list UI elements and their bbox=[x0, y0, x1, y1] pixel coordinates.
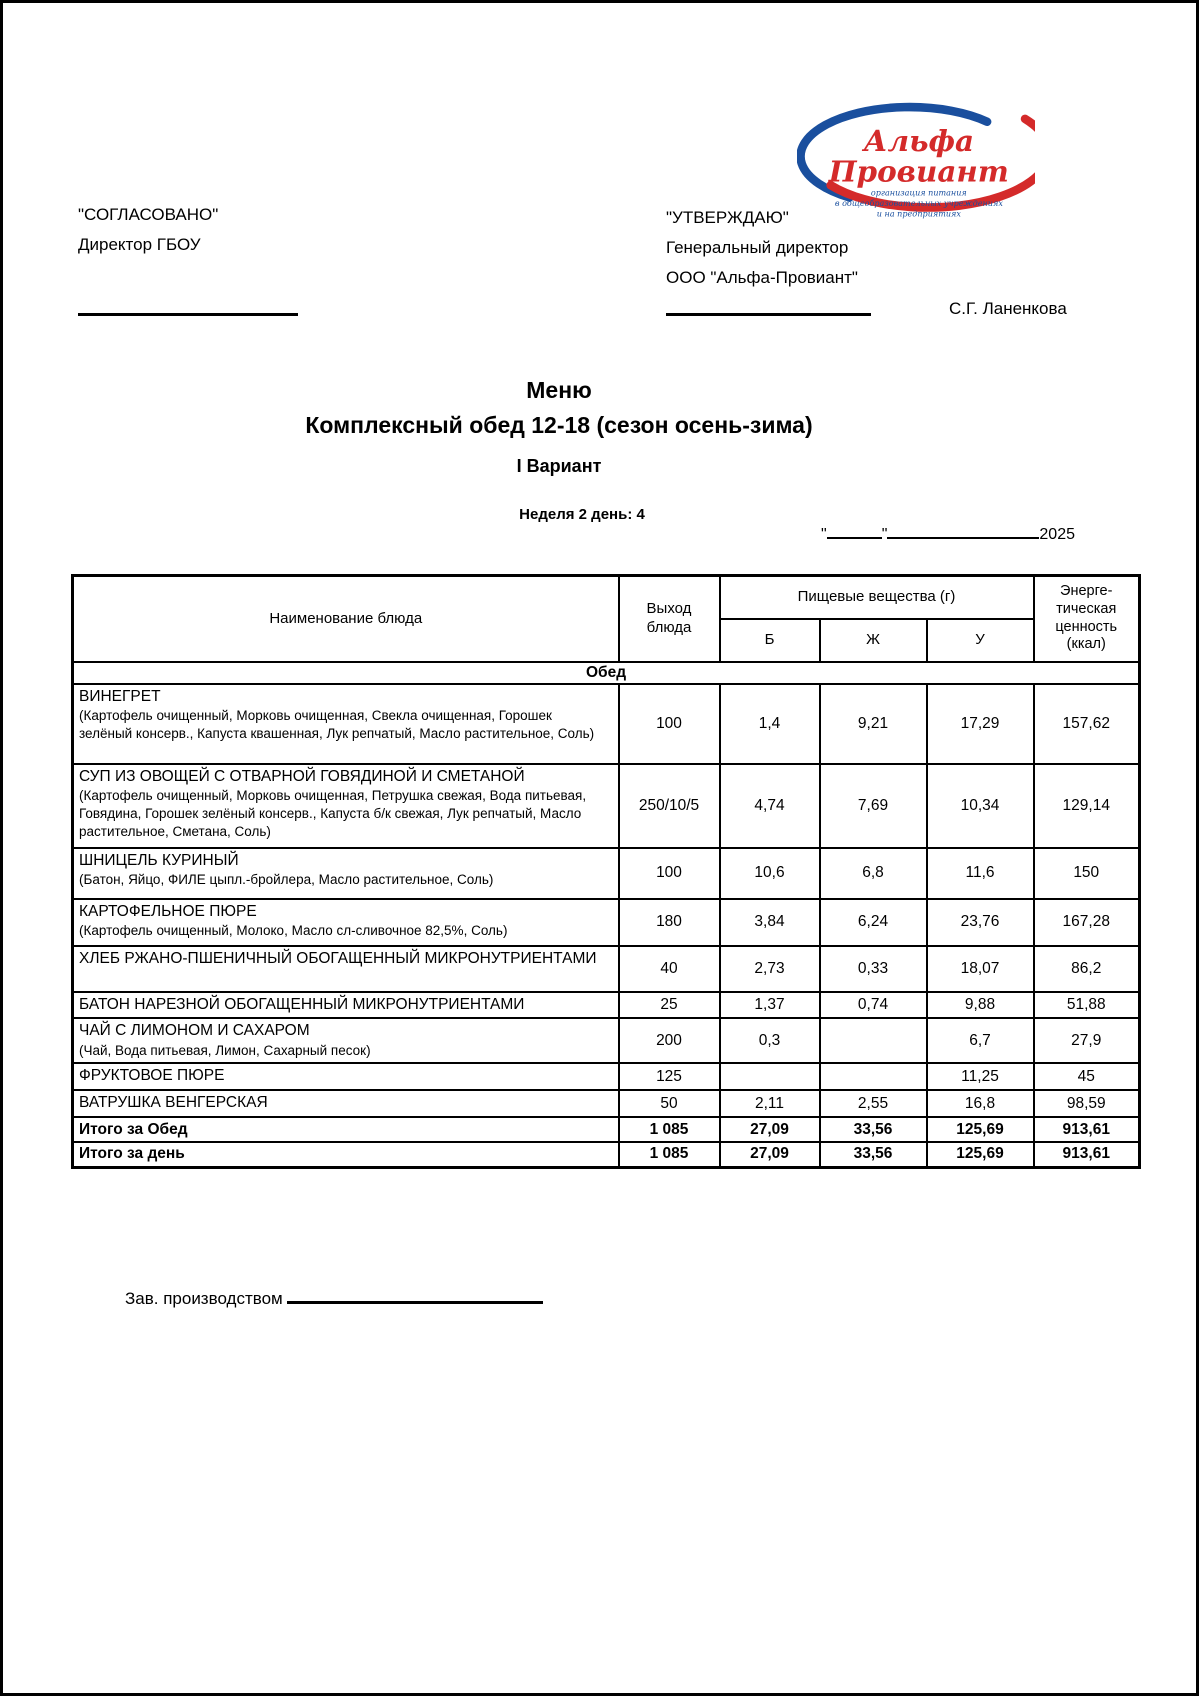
approved-label: "УТВЕРЖДАЮ" bbox=[666, 208, 789, 227]
total-row bbox=[73, 1117, 1140, 1142]
logo-ellipse-icon bbox=[797, 98, 1035, 226]
variant-label: I Вариант bbox=[516, 456, 602, 476]
company-name-label: ООО "Альфа-Провиант" bbox=[666, 268, 858, 287]
protein-value: 4,74 bbox=[720, 764, 820, 848]
carbs-value: 11,25 bbox=[927, 1063, 1034, 1090]
col-header-dish: Наименование блюда bbox=[73, 576, 619, 662]
energy-value: 129,14 bbox=[1034, 764, 1140, 848]
total-fat: 33,56 bbox=[820, 1142, 927, 1167]
energy-value: 167,28 bbox=[1034, 899, 1140, 946]
col-header-protein: Б bbox=[720, 619, 820, 662]
dish-name: ЧАЙ С ЛИМОНОМ И САХАРОМ bbox=[79, 1022, 310, 1040]
table-row bbox=[73, 992, 1140, 1019]
table-row bbox=[73, 1090, 1140, 1117]
fat-value bbox=[820, 1063, 927, 1090]
carbs-value: 11,6 bbox=[927, 848, 1034, 899]
week-day-label: Неделя 2 день: 4 bbox=[519, 506, 645, 523]
fat-value: 6,8 bbox=[820, 848, 927, 899]
signer-name: С.Г. Ланенкова bbox=[949, 299, 1067, 318]
total-carbs: 125,69 bbox=[927, 1142, 1034, 1167]
output-value: 50 bbox=[619, 1090, 720, 1117]
dish-ingredients: (Картофель очищенный, Молоко, Масло сл-сливочное 82,5%, Соль) bbox=[79, 923, 508, 939]
signature-line-left bbox=[78, 313, 298, 316]
energy-value: 98,59 bbox=[1034, 1090, 1140, 1117]
output-value: 25 bbox=[619, 992, 720, 1019]
signature-line-right bbox=[666, 313, 871, 316]
fat-value: 0,33 bbox=[820, 946, 927, 992]
dish-cell bbox=[73, 764, 619, 848]
energy-value: 51,88 bbox=[1034, 992, 1140, 1019]
carbs-value: 17,29 bbox=[927, 684, 1034, 764]
energy-value: 86,2 bbox=[1034, 946, 1140, 992]
dish-name: ВИНЕГРЕТ bbox=[79, 687, 161, 705]
protein-value: 3,84 bbox=[720, 899, 820, 946]
carbs-value: 23,76 bbox=[927, 899, 1034, 946]
table-row bbox=[73, 764, 1140, 848]
energy-value: 27,9 bbox=[1034, 1018, 1140, 1063]
alfa-proviant-logo bbox=[797, 98, 1035, 226]
protein-value bbox=[720, 1063, 820, 1090]
table-row bbox=[73, 1063, 1140, 1090]
output-value: 180 bbox=[619, 899, 720, 946]
fat-value: 7,69 bbox=[820, 764, 927, 848]
production-manager-label: Зав. производством bbox=[125, 1289, 283, 1308]
dish-cell bbox=[73, 1063, 619, 1090]
svg-text:в общеобразовательных учрежден: в общеобразовательных учреждениях bbox=[834, 199, 1003, 209]
doc-subtitle: Комплексный обед 12-18 (сезон осень-зима) bbox=[305, 412, 813, 438]
dish-cell bbox=[73, 946, 619, 992]
fat-value bbox=[820, 1018, 927, 1063]
dish-name: КАРТОФЕЛЬНОЕ ПЮРЕ bbox=[79, 902, 257, 920]
date-month-blank bbox=[887, 524, 1039, 539]
menu-table-body bbox=[73, 662, 1140, 1168]
production-manager-blank bbox=[287, 1287, 543, 1304]
dish-ingredients: (Батон, Яйцо, ФИЛЕ цыпл.-бройлера, Масло растительное, Соль) bbox=[79, 872, 494, 888]
carbs-value: 6,7 bbox=[927, 1018, 1034, 1063]
total-label: Итого за Обед bbox=[73, 1117, 619, 1142]
energy-value: 157,62 bbox=[1034, 684, 1140, 764]
production-manager-line bbox=[125, 1287, 543, 1309]
date-day-blank bbox=[827, 524, 882, 539]
svg-text:Альфа: Альфа bbox=[863, 123, 975, 159]
protein-value: 10,6 bbox=[720, 848, 820, 899]
table-row bbox=[73, 899, 1140, 946]
total-output: 1 085 bbox=[619, 1117, 720, 1142]
date-line bbox=[821, 524, 1075, 544]
dish-cell bbox=[73, 992, 619, 1019]
director-gbou-label: Директор ГБОУ bbox=[78, 235, 201, 254]
doc-title: Меню bbox=[526, 377, 592, 403]
dish-name: БАТОН НАРЕЗНОЙ ОБОГАЩЕННЫЙ МИКРОНУТРИЕНТАМИ bbox=[79, 995, 525, 1013]
carbs-value: 16,8 bbox=[927, 1090, 1034, 1117]
table-row bbox=[73, 946, 1140, 992]
col-header-output: Выход блюда bbox=[619, 576, 720, 662]
menu-table bbox=[71, 574, 1141, 1169]
total-energy: 913,61 bbox=[1034, 1142, 1140, 1167]
fat-value: 9,21 bbox=[820, 684, 927, 764]
output-value: 100 bbox=[619, 848, 720, 899]
output-value: 250/10/5 bbox=[619, 764, 720, 848]
protein-value: 1,4 bbox=[720, 684, 820, 764]
fat-value: 0,74 bbox=[820, 992, 927, 1019]
table-row bbox=[73, 848, 1140, 899]
fat-value: 6,24 bbox=[820, 899, 927, 946]
total-label: Итого за день bbox=[73, 1142, 619, 1167]
dish-cell bbox=[73, 899, 619, 946]
total-fat: 33,56 bbox=[820, 1117, 927, 1142]
total-protein: 27,09 bbox=[720, 1142, 820, 1167]
dish-name: ФРУКТОВОЕ ПЮРЕ bbox=[79, 1067, 225, 1085]
general-director-label: Генеральный директор bbox=[666, 238, 849, 257]
date-quote-open: " bbox=[821, 526, 827, 543]
output-value: 40 bbox=[619, 946, 720, 992]
date-quote-close: " bbox=[881, 526, 888, 543]
dish-cell bbox=[73, 684, 619, 764]
dish-cell bbox=[73, 1090, 619, 1117]
carbs-value: 9,88 bbox=[927, 992, 1034, 1019]
carbs-value: 10,34 bbox=[927, 764, 1034, 848]
approval-left-block bbox=[78, 206, 218, 266]
dish-ingredients: (Картофель очищенный, Морковь очищенная, Петрушка свежая, Вода питьевая, Говядина, Горошек зелёный консерв., Капуста б/к свежая, Лук репчатый, Масло растительное, Сметана, Соль) bbox=[79, 788, 587, 840]
dish-cell bbox=[73, 1018, 619, 1063]
table-row bbox=[73, 1018, 1140, 1063]
dish-name: ШНИЦЕЛЬ КУРИНЫЙ bbox=[79, 851, 239, 869]
total-row bbox=[73, 1142, 1140, 1167]
dish-ingredients: (Чай, Вода питьевая, Лимон, Сахарный песок) bbox=[79, 1043, 371, 1059]
date-year: 2025 bbox=[1039, 526, 1075, 543]
carbs-value: 18,07 bbox=[927, 946, 1034, 992]
fat-value: 2,55 bbox=[820, 1090, 927, 1117]
energy-value: 150 bbox=[1034, 848, 1140, 899]
output-value: 100 bbox=[619, 684, 720, 764]
svg-text:организация питания: организация питания bbox=[870, 188, 967, 198]
col-header-energy: Энерге- тическая ценность (ккал) bbox=[1034, 576, 1140, 662]
protein-value: 1,37 bbox=[720, 992, 820, 1019]
protein-value: 0,3 bbox=[720, 1018, 820, 1063]
output-value: 125 bbox=[619, 1063, 720, 1090]
protein-value: 2,11 bbox=[720, 1090, 820, 1117]
energy-value: 45 bbox=[1034, 1063, 1140, 1090]
total-output: 1 085 bbox=[619, 1142, 720, 1167]
protein-value: 2,73 bbox=[720, 946, 820, 992]
agreed-label: "СОГЛАСОВАНО" bbox=[78, 205, 219, 224]
output-value: 200 bbox=[619, 1018, 720, 1063]
col-header-fat: Ж bbox=[820, 619, 927, 662]
dish-name: ВАТРУШКА ВЕНГЕРСКАЯ bbox=[79, 1094, 268, 1112]
dish-cell bbox=[73, 848, 619, 899]
section-label: Обед bbox=[73, 662, 1140, 684]
col-header-nutrients: Пищевые вещества (г) bbox=[720, 576, 1034, 619]
total-protein: 27,09 bbox=[720, 1117, 820, 1142]
svg-text:и на предприятиях: и на предприятиях bbox=[876, 209, 961, 219]
dish-name: СУП ИЗ ОВОЩЕЙ С ОТВАРНОЙ ГОВЯДИНОЙ И СМЕТАНОЙ bbox=[79, 767, 525, 785]
table-row bbox=[73, 684, 1140, 764]
total-carbs: 125,69 bbox=[927, 1117, 1034, 1142]
svg-text:Провиант: Провиант bbox=[828, 153, 1009, 189]
dish-name: ХЛЕБ РЖАНО-ПШЕНИЧНЫЙ ОБОГАЩЕННЫЙ МИКРОНУТРИЕНТАМИ bbox=[79, 949, 597, 967]
col-header-carbs: У bbox=[927, 619, 1034, 662]
dish-ingredients: (Картофель очищенный, Морковь очищенная, Свекла очищенная, Горошек зелёный консерв., Капуста квашенная, Лук репчатый, Масло растительное, Соль) bbox=[79, 708, 595, 742]
section-row bbox=[73, 662, 1140, 684]
total-energy: 913,61 bbox=[1034, 1117, 1140, 1142]
